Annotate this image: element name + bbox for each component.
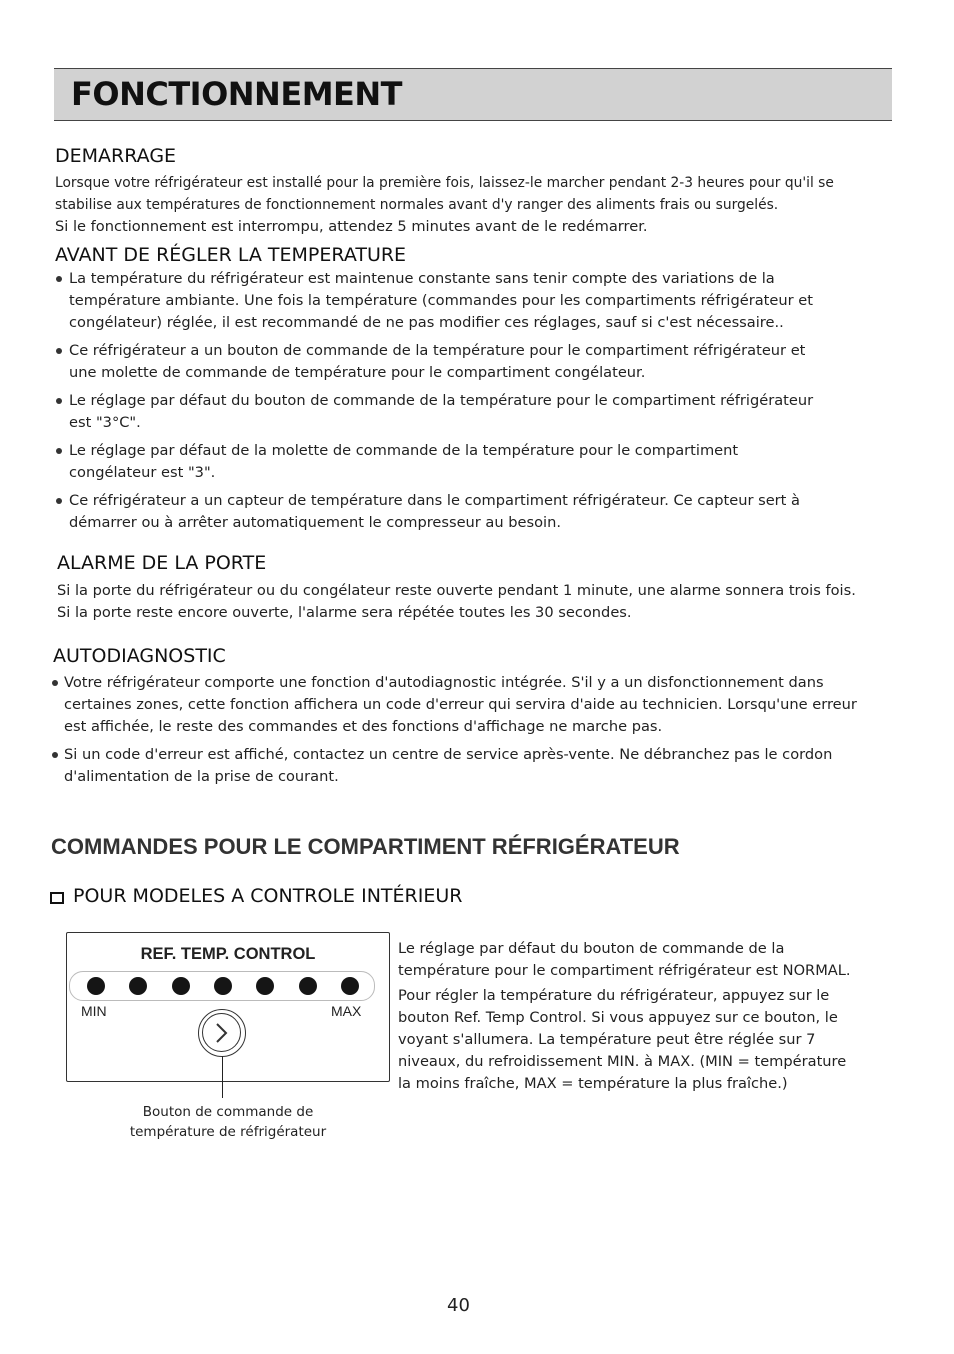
heading-autodiagnostic: AUTODIAGNOSTIC	[53, 645, 226, 667]
caption-line: température de réfrigérateur	[129, 1124, 327, 1140]
bullet-item	[69, 390, 813, 434]
text-line: une molette de commande de température pour le compartiment congélateur.	[69, 364, 646, 381]
text-line: Le réglage par défaut du bouton de commande de la	[398, 940, 785, 957]
text-line: est affichée, le reste des commandes et des fonctions d'affichage ne marche pas.	[64, 718, 663, 735]
bullet-icon	[52, 680, 58, 686]
subheading-controle: POUR MODELES A CONTROLE INTÉRIEUR	[73, 885, 463, 907]
bullet-item	[64, 672, 857, 738]
description-text	[398, 938, 851, 1095]
text-line: Le réglage par défaut du bouton de commande de la température pour le compartiment réfrigérateur	[69, 392, 814, 409]
text-line: certaines zones, cette fonction affichera un code d'erreur qui servira d'aide au technicien. Lorsqu'une erreur	[64, 696, 857, 713]
page-title: FONCTIONNEMENT	[71, 75, 402, 113]
heading-demarrage: DEMARRAGE	[55, 145, 177, 167]
bullet-icon	[56, 276, 62, 282]
text-line: voyant s'allumera. La température peut être réglée sur 7	[398, 1031, 816, 1048]
title-band	[54, 68, 892, 121]
bullet-icon	[56, 448, 62, 454]
bullet-icon	[56, 498, 62, 504]
bullet-icon	[56, 348, 62, 354]
text-line: la moins fraîche, MAX = température la plus fraîche.)	[398, 1075, 788, 1092]
text-line: niveaux, du refroidissement MIN. à MAX. (MIN = température	[398, 1053, 847, 1070]
bullet-item	[69, 440, 738, 484]
text-line: stabilise aux températures de fonctionnement normales avant d'y ranger des aliments frais ou surgelés.	[55, 197, 779, 213]
heading-alarme: ALARME DE LA PORTE	[57, 552, 267, 574]
text-line: est "3°C".	[69, 414, 141, 431]
heading-avant: AVANT DE RÉGLER LA TEMPERATURE	[55, 244, 407, 266]
demarrage-text	[55, 172, 834, 238]
text-line: La température du réfrigérateur est maintenue constante sans tenir compte des variations de la	[69, 270, 775, 287]
alarme-text	[57, 580, 856, 624]
caption-line: Bouton de commande de	[142, 1104, 314, 1120]
text-line: Ce réfrigérateur a un bouton de commande de la température pour le compartiment réfrigérateur et	[69, 342, 806, 359]
level-led-icon	[341, 977, 359, 995]
text-line: Le réglage par défaut de la molette de commande de la température pour le compartiment	[69, 442, 739, 459]
text-line: congélateur) réglée, il est recommandé de ne pas modifier ces réglages, sauf si c'est nécessaire..	[69, 314, 784, 331]
text-line: Votre réfrigérateur comporte une fonction d'autodiagnostic intégrée. S'il y a un disfonctionnement dans	[64, 674, 824, 691]
level-led-icon	[256, 977, 274, 995]
text-line: Lorsque votre réfrigérateur est installé pour la première fois, laissez-le marcher pendant 2-3 heures pour qu'il se	[55, 175, 834, 191]
text-line: Si un code d'erreur est affiché, contactez un centre de service après-vente. Ne débranchez pas le cordon	[64, 746, 833, 763]
level-led-icon	[299, 977, 317, 995]
level-led-icon	[87, 977, 105, 995]
page-number: 40	[447, 1295, 470, 1316]
text-line: démarrer ou à arrêter automatiquement le compresseur au besoin.	[69, 514, 561, 531]
min-label: MIN	[81, 1003, 107, 1019]
bullet-icon	[56, 398, 62, 404]
max-label: MAX	[331, 1003, 362, 1019]
text-line: d'alimentation de la prise de courant.	[64, 768, 339, 785]
text-line: température ambiante. Une fois la température (commandes pour les compartiments réfrigérateur et	[69, 292, 813, 309]
bullet-item	[69, 340, 805, 384]
section-heading-commandes: COMMANDES POUR LE COMPARTIMENT RÉFRIGÉRATEUR	[51, 834, 680, 859]
text-line: température pour le compartiment réfrigérateur est NORMAL.	[398, 962, 851, 979]
temp-control-button[interactable]	[198, 1009, 246, 1057]
bullet-item	[64, 744, 832, 788]
level-indicator-track	[69, 971, 375, 1001]
level-led-icon	[214, 977, 232, 995]
text-line: Ce réfrigérateur a un capteur de température dans le compartiment réfrigérateur. Ce capteur sert à	[69, 492, 800, 509]
text-line: Pour régler la température du réfrigérateur, appuyez sur le	[398, 987, 830, 1004]
level-led-icon	[172, 977, 190, 995]
level-led-icon	[129, 977, 147, 995]
button-caption	[108, 1102, 348, 1142]
bullet-item	[69, 268, 813, 334]
chevron-right-icon	[213, 1022, 231, 1044]
bullet-icon	[52, 752, 58, 758]
callout-line	[222, 1056, 223, 1098]
text-line: Si la porte reste encore ouverte, l'alarme sera répétée toutes les 30 secondes.	[57, 604, 632, 621]
text-line: congélateur est "3".	[69, 464, 216, 481]
text-line: Si le fonctionnement est interrompu, attendez 5 minutes avant de le redémarrer.	[55, 218, 648, 235]
text-line: Si la porte du réfrigérateur ou du congélateur reste ouverte pendant 1 minute, une alarme sonnera trois fois.	[57, 582, 856, 599]
bullet-item	[69, 490, 800, 534]
ref-temp-control-panel	[66, 932, 390, 1082]
checkbox-square-icon	[50, 892, 64, 904]
text-line: bouton Ref. Temp Control. Si vous appuyez sur ce bouton, le	[398, 1009, 838, 1026]
panel-title: REF. TEMP. CONTROL	[140, 945, 316, 963]
